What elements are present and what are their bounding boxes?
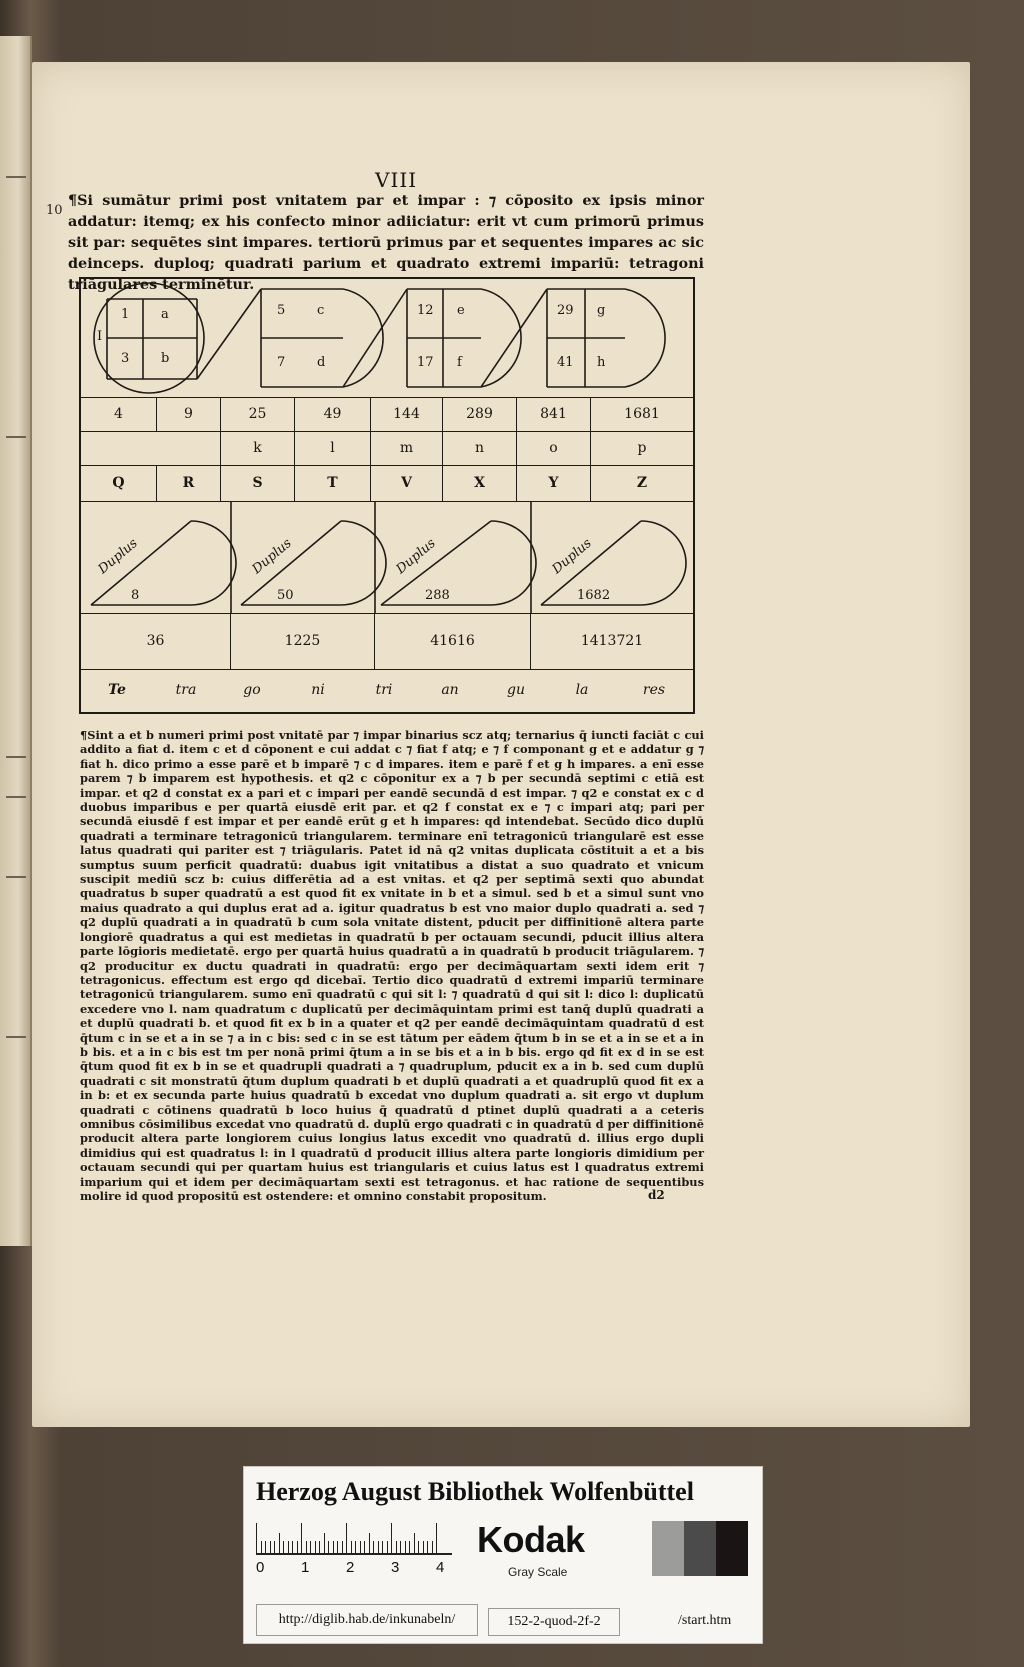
letter-cell: p [637, 440, 647, 456]
ruler-tick [292, 1541, 293, 1553]
pair-number: 7 [277, 355, 286, 370]
ruler-tick [400, 1541, 401, 1553]
square-cell: 289 [443, 397, 517, 431]
ruler-tick [391, 1523, 392, 1553]
margin-number: 10 [46, 203, 63, 218]
pair-letter: d [317, 355, 326, 370]
square-cell: 25 [221, 397, 295, 431]
ruler-number: 4 [436, 1559, 445, 1576]
circle-diagram [81, 279, 693, 397]
tetragonic-cell: 1225 [231, 613, 375, 669]
table-row-diagrams [81, 279, 693, 398]
ruler-tick [423, 1541, 424, 1553]
ruler-tick [319, 1541, 320, 1553]
pair-number: 29 [557, 303, 574, 318]
ruler-tick [414, 1533, 415, 1553]
ruler-tick [432, 1541, 433, 1553]
library-title: Herzog August Bibliothek Wolfenbüttel [256, 1477, 694, 1506]
gothic-cell: S [221, 465, 295, 501]
gothic-cell: Z [636, 475, 648, 491]
pair-number: 12 [417, 303, 434, 318]
table-row-letters [81, 431, 693, 466]
pair-letter: c [317, 303, 325, 318]
square-cell: 1681 [624, 406, 660, 422]
letter-cell [81, 431, 221, 465]
ruler-tick [256, 1523, 257, 1553]
ruler-tick [342, 1541, 343, 1553]
ruler-tick [369, 1533, 370, 1553]
ruler-tick [333, 1541, 334, 1553]
ruler-tick [346, 1523, 347, 1553]
word-syllable: ni [311, 681, 325, 698]
color-target-card [243, 1466, 763, 1644]
ruler-tick [261, 1541, 262, 1553]
ruler-tick [279, 1533, 280, 1553]
square-cell: 144 [371, 397, 443, 431]
ruler-tick [283, 1541, 284, 1553]
unit-label: I [97, 329, 103, 344]
number-table [79, 277, 695, 714]
shelfmark: 152-2-quod-2f-2 [488, 1608, 620, 1636]
ruler-tick [297, 1541, 298, 1553]
pair-letter: e [457, 303, 465, 318]
pair-letter: f [457, 355, 462, 370]
duplus-value: 8 [131, 588, 140, 603]
ruler-tick [315, 1541, 316, 1553]
pair-number: 41 [557, 355, 574, 370]
gothic-cell: R [157, 465, 221, 501]
duplus-value: 50 [277, 588, 294, 603]
ruler-tick [324, 1533, 325, 1553]
table-row-duplus [81, 501, 693, 614]
kodak-logo: Kodak [477, 1519, 585, 1560]
ruler-tick [328, 1541, 329, 1553]
gothic-cell: Q [81, 465, 157, 501]
duplus-label: Duplus [549, 535, 595, 578]
word-syllable: gu [507, 681, 525, 698]
ruler-number: 3 [391, 1559, 400, 1576]
word-syllable: an [441, 681, 459, 698]
table-row-squares [81, 397, 693, 432]
ruler-tick [436, 1523, 437, 1553]
letter-cell: k [221, 431, 295, 465]
tetragonic-cell: 1413721 [580, 633, 644, 649]
letter-cell: l [295, 431, 371, 465]
pair-number: 3 [121, 351, 130, 366]
ruler-tick [355, 1541, 356, 1553]
signature-mark: d2 [648, 1188, 665, 1202]
tetragonic-cell: 41616 [375, 613, 531, 669]
ruler-tick [364, 1541, 365, 1553]
duplus-value: 1682 [577, 588, 611, 603]
table-row-gothic [81, 465, 693, 502]
letter-cell: m [371, 431, 443, 465]
ruler-tick [337, 1541, 338, 1553]
ruler-tick [310, 1541, 311, 1553]
ruler-tick [274, 1541, 275, 1553]
gray-scale-label: Gray Scale [508, 1565, 568, 1579]
ruler-tick [409, 1541, 410, 1553]
ruler-tick [301, 1523, 302, 1553]
word-syllable: go [243, 681, 261, 698]
start-link: /start.htm [678, 1613, 732, 1628]
square-cell: 841 [517, 397, 591, 431]
word-syllable: la [575, 681, 589, 698]
word-syllable: tri [375, 681, 393, 698]
ruler-tick [270, 1541, 271, 1553]
duplus-label: Duplus [95, 535, 141, 578]
gothic-cell: V [371, 465, 443, 501]
ruler-tick [360, 1541, 361, 1553]
pair-letter: b [161, 351, 170, 366]
pair-number: 5 [277, 303, 286, 318]
word-syllable: res [642, 681, 666, 698]
proof-text: ¶Sint a et b numeri primi post vnitatē par ⁊ impar binarius scz atq; ternarius q̄ iuncti faciāt c cui addito a fiat d. item c et d cōponent e cui addat c ⁊ fiat f atq; e ⁊ f componant g et e addatur g ⁊ fiat h. dico primo a esse parē et b imparē ⁊ c d impares. item e parē f et g h impares. a enī esse parem ⁊ b imparem est hypothesis. et q2 c cōponitur ex a ⁊ b per secundā septimi c etiā est impar. et q2 d constat ex a pari et c impari per eandē secundā d est impar. ⁊ q2 e constat ex c d duobus imparibus e per quartā eiusdē erit par. et q2 f constat ex e ⁊ c impari atq; pari per secundā eiusdē f est impar et per eandē erūt g et h impares: qd intendebat. Secūdo dico duplū quadrati a terminare tetragonicū triangularem. terminare enī tetragonicū triangularē est esse latus quadrati qui pariter est ⁊ triāgularis. Patet id nā q2 vnitas duplicata cōstituit a et a bis sumptus suum perficit quadratū: duabus igit vnitatibus a distat a suo quadrato et vnicum suscipit mediū scz b: cuius differētia ad a est vnitas. et q2 per septimā sexti quo abundat quadratus b super quadratū a est quod fit ex vnitate in b et a simul. sed b et a simul sunt vno maius quadrato a qui duplus erat ad a. igitur quadratus b est vno maior duplo quadrati a. sed ⁊ q2 duplū quadrati a in quadratū b cum sola vnitate distent, pducit per diffinitionē altera parte longiorē quadratus a qui est medietas in quadratū b per octauam secundi, pducit illius altera parte lōgioris medietatē. ergo per quartā huius quadratū a in quadratū b producit triāgularem. ⁊ q2 producitur ex ductu quadrati in quadratū: ergo per decimāquartam sexti idem erit ⁊ tetragonicus. effectum est ergo qd dicebaī. Tertio dico quadratū d extremi impariū terminare tetragonicū triangularem. sumo enī quadratū c qui sit l: ⁊ quadratū d qui sit l: dico l: duplicatū excedere vno l. nam quadratum c duplicatū per decimāquintam primi est tanq̄ duplū quadrati a et duplū quadrati b. et quod fit ex b in a quater et q2 per eandē decimāquintam quadratū d est q̄tum c in se et a in se ⁊ a in c bis: sed c in se est tātum per eādem q̄tum b in se et a in se et a in b bis. et a in c bis est tm per nonā primi q̄tum a in se bis et a in b bis. ergo qd fit ex d in se est q̄tum quod fit ex b in se et quadrupli quadrati a ⁊ quadruplum, pducit ex a in b. sed cum duplū quadrati c sit monstratū q̄tum duplum quadrati b et duplū quadrati a et quadruplū quod fit ex a in b: et ex secunda parte huius quadratū b excedat vno duplum quadrati a. sit ergo vt duplum quadrati c cōtinens quadratū b loco huius q̄ quadratū d ptinet duplū quadrati a a ceteris omnibus cōsimilibus excedat vno quadratū d. duplū ergo quadrati c in quadratū d per diffinitionē producit altera parte longiorem cuius longius latus excedit vno quadratū d. illius ergo dupli dimidius qui est quadratus l: in l quadratū d producit illius altera parte longioris dimidium per octauam secundi qui per quartam huius est triangularis et cuius latus est l quadratus extremi imparium qui et idem per decimāquartam sexti est tetragonus. et hac ratione de sequentibus molire id quod propositū est ostendere: et omnino constabit propositum. [80, 728, 704, 1203]
ruler-number: 1 [301, 1559, 310, 1576]
letter-cell: o [517, 431, 591, 465]
square-cell: 4 [81, 397, 157, 431]
ruler-tick [288, 1541, 289, 1553]
duplus-label: Duplus [393, 535, 439, 578]
ruler-tick [378, 1541, 379, 1553]
library-url: http://diglib.hab.de/inkunabeln/ [256, 1604, 478, 1636]
square-cell: 49 [295, 397, 371, 431]
square-cell: 9 [157, 397, 221, 431]
duplus-label: Duplus [249, 535, 295, 578]
pair-letter: a [161, 307, 169, 322]
pair-letter: h [597, 355, 606, 370]
gothic-cell: Y [517, 465, 591, 501]
ruler-tick [396, 1541, 397, 1553]
ruler-tick [427, 1541, 428, 1553]
ruler-tick [387, 1541, 388, 1553]
gothic-cell: T [295, 465, 371, 501]
ruler-number: 0 [256, 1559, 265, 1576]
gray-swatches [652, 1521, 748, 1576]
pair-number: 1 [121, 307, 130, 322]
tetragonic-cell: 36 [81, 613, 231, 669]
measure-ruler [256, 1517, 452, 1555]
proposition-text: ¶Si sumātur primi post vnitatem par et impar : ⁊ cōposito ex ipsis minor addatur: itemq; ex his confecto minor adiiciatur: erit vt cum primorū primus sit par: sequētes sint impares. tertiorū primus par et sequentes impares ac sic deinceps. duploq; quadrati parium et quadrato extremi impariū: tetragoni triāgulares terminētur. [68, 192, 704, 293]
table-row-word [81, 669, 693, 710]
ruler-tick [382, 1541, 383, 1553]
word-syllable: tra [175, 681, 197, 698]
ruler-tick [418, 1541, 419, 1553]
table-row-tetragonic [81, 613, 693, 670]
letter-cell: n [443, 431, 517, 465]
gothic-cell: X [443, 465, 517, 501]
ruler-tick [351, 1541, 352, 1553]
folio-number: VIII [375, 168, 418, 192]
ruler-tick [373, 1541, 374, 1553]
ruler-number: 2 [346, 1559, 355, 1576]
ruler-tick [265, 1541, 266, 1553]
duplus-value: 288 [425, 588, 450, 603]
ruler-tick [306, 1541, 307, 1553]
ruler-tick [405, 1541, 406, 1553]
word-syllable: Te [108, 681, 126, 698]
pair-letter: g [597, 303, 606, 318]
left-page-edge [0, 36, 32, 1246]
pair-number: 17 [417, 355, 434, 370]
